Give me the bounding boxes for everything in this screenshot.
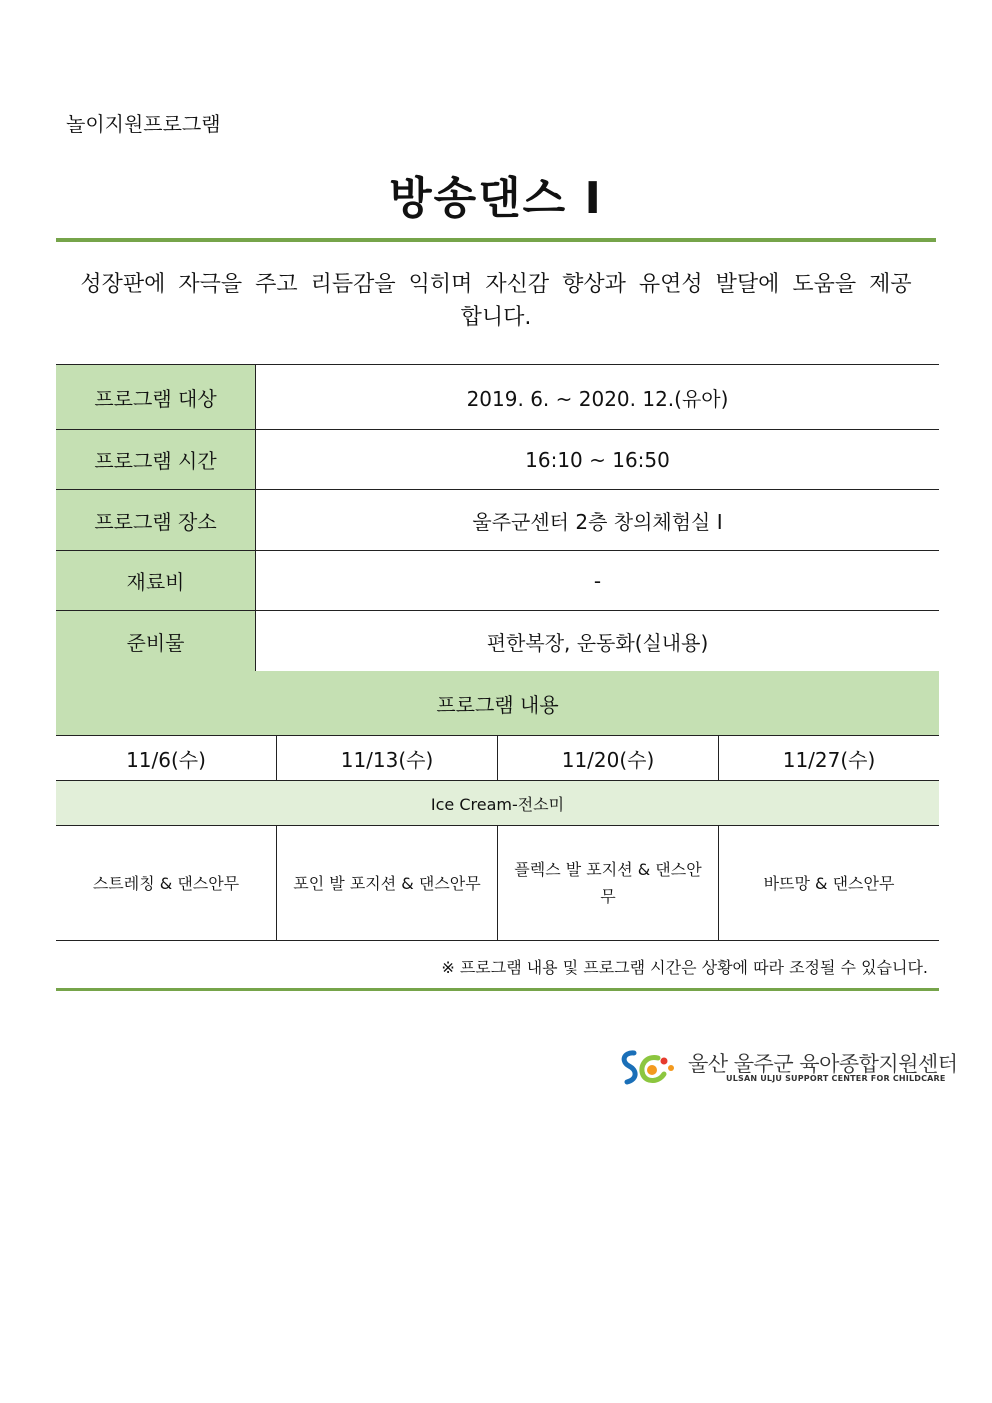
center-name-english: ULSAN ULJU SUPPORT CENTER FOR CHILDCARE — [726, 1074, 946, 1083]
info-row-time — [56, 430, 939, 490]
info-label: 준비물 — [56, 611, 256, 672]
info-label: 프로그램 장소 — [56, 490, 256, 551]
bottom-divider — [56, 988, 939, 991]
program-schedule-table — [56, 671, 939, 941]
program-description: 성장판에 자극을 주고 리듬감을 익히며 자신감 향상과 유연성 발달에 도움을 제공합니다. — [80, 272, 912, 330]
schedule-date: 11/13(수) — [277, 736, 498, 781]
info-row-fee — [56, 551, 939, 611]
schedule-header-row — [56, 671, 939, 736]
program-info-table — [56, 364, 939, 672]
schedule-date: 11/6(수) — [56, 736, 277, 781]
info-row-target — [56, 365, 939, 430]
info-value: 울주군센터 2층 창의체험실 I — [256, 490, 940, 551]
schedule-date: 11/20(수) — [498, 736, 719, 781]
info-value: - — [256, 551, 940, 611]
center-name-korean: 울산 울주군 육아종합지원센터 — [688, 1052, 958, 1076]
schedule-date: 11/27(수) — [719, 736, 940, 781]
schedule-note: ※ 프로그램 내용 및 프로그램 시간은 상황에 따라 조정될 수 있습니다. — [441, 958, 928, 977]
schedule-activities-row — [56, 826, 939, 941]
page-title: 방송댄스 I — [389, 173, 603, 224]
activity-cell: 플렉스 발 포지션 & 댄스안무 — [498, 826, 719, 941]
activity-cell: 스트레칭 & 댄스안무 — [56, 826, 277, 941]
activity-cell: 포인 발 포지션 & 댄스안무 — [277, 826, 498, 941]
info-value: 편한복장, 운동화(실내용) — [256, 611, 940, 672]
center-logo — [618, 1046, 958, 1090]
activity-cell: 바뜨망 & 댄스안무 — [719, 826, 940, 941]
center-logo-icon — [618, 1046, 678, 1090]
info-label: 프로그램 시간 — [56, 430, 256, 490]
info-label: 재료비 — [56, 551, 256, 611]
program-category: 놀이지원프로그램 — [66, 112, 221, 136]
schedule-dates-row — [56, 736, 939, 781]
song-title: Ice Cream-전소미 — [56, 781, 939, 826]
schedule-song-row — [56, 781, 939, 826]
info-value: 16:10 ~ 16:50 — [256, 430, 940, 490]
info-row-supplies — [56, 611, 939, 672]
info-row-place — [56, 490, 939, 551]
schedule-header: 프로그램 내용 — [56, 671, 939, 736]
info-value: 2019. 6. ~ 2020. 12.(유아) — [256, 365, 940, 430]
title-divider — [56, 238, 936, 242]
info-label: 프로그램 대상 — [56, 365, 256, 430]
